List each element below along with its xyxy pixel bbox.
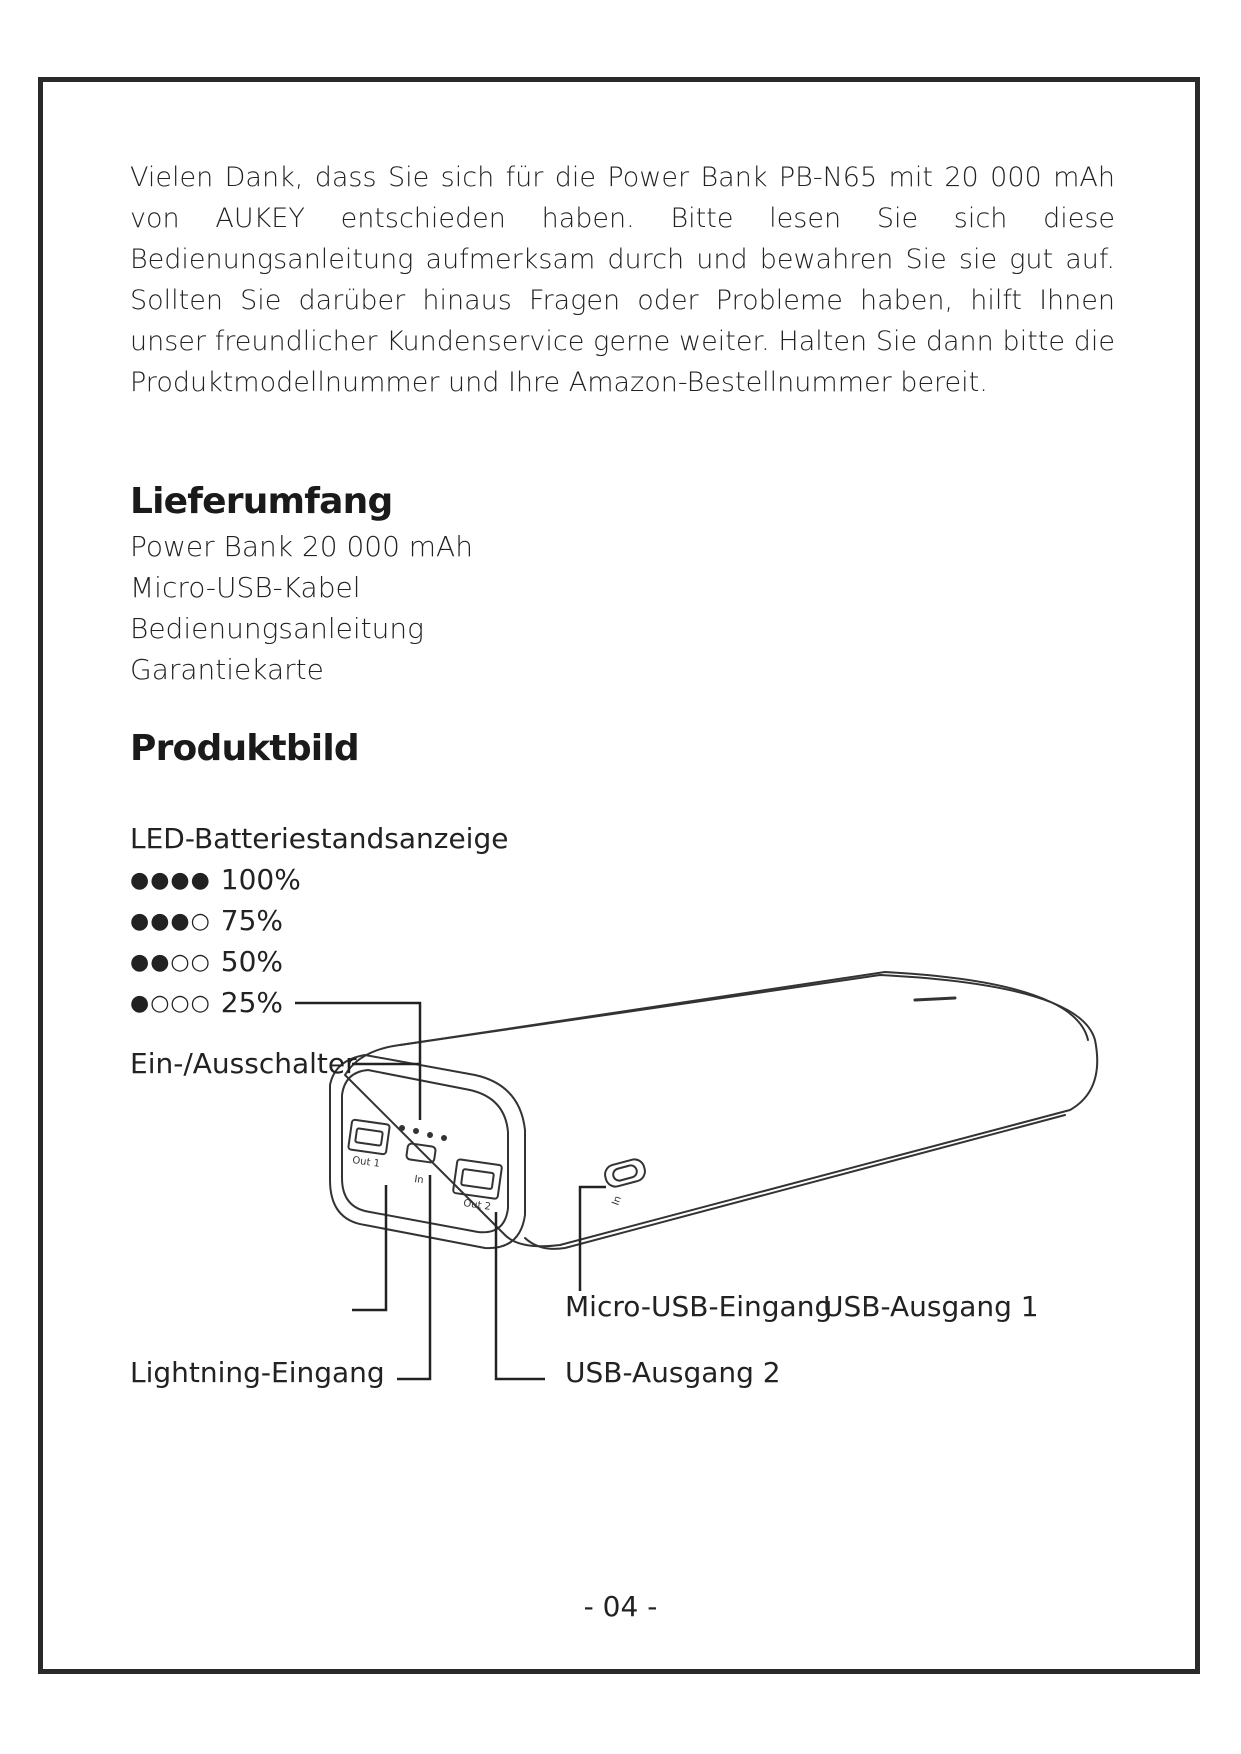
out1-port: [348, 1120, 390, 1155]
led-percent: 100%: [220, 863, 301, 896]
list-item: Power Bank 20 000 mAh: [130, 530, 473, 563]
page-number: - 04 -: [583, 1590, 658, 1623]
led-level-100: [130, 863, 301, 898]
leader-out1: [352, 1185, 386, 1310]
led-indicator-dots: [399, 1125, 447, 1141]
leader-out2: [496, 1212, 545, 1379]
out1-marking: Out 1: [351, 1155, 381, 1170]
led-percent: 75%: [220, 904, 284, 937]
in-port-front: [406, 1143, 436, 1163]
led-level-50: [130, 945, 283, 980]
label-lightning-input: Lightning-Eingang: [130, 1356, 385, 1389]
list-item: Garantiekarte: [130, 653, 324, 686]
out2-port: [453, 1159, 502, 1199]
led-percent: 50%: [220, 945, 284, 978]
in-side-marking: In: [610, 1194, 624, 1208]
led-indicator-title: LED-Batteriestandsanzeige: [130, 822, 509, 855]
heading-lieferumfang: Lieferumfang: [130, 481, 393, 522]
led-percent: 25%: [220, 986, 284, 1019]
label-usb-output-1: USB-Ausgang 1: [823, 1290, 1039, 1323]
label-usb-output-2: USB-Ausgang 2: [565, 1356, 781, 1389]
heading-produktbild: Produktbild: [130, 728, 359, 769]
intro-paragraph: Vielen Dank, dass Sie sich für die Power Bank PB-N65 mit 20 000 mAh von AUKEY entschieden haben. Bitte lesen Sie sich diese Bedienungsanleitung aufmerksam durch und bewahren Sie sie gut auf. Sollten Sie darüber hinaus Fragen oder Probleme haben, hilft Ihnen unser freundlicher Kundenservice gerne weiter. Halten Sie dann bitte die Produktmodellnummer und Ihre Amazon-Bestellnummer bereit.: [130, 162, 1115, 398]
side-micro-usb-port: [603, 1157, 647, 1189]
list-item: Bedienungsanleitung: [130, 612, 424, 645]
top-edge-line: [400, 972, 1088, 1045]
label-power-switch: Ein-/Ausschalter: [130, 1047, 357, 1080]
in-front-marking: In: [413, 1174, 425, 1187]
list-item: Micro-USB-Kabel: [130, 571, 361, 604]
led-dots-icon: ●●●●: [130, 868, 211, 893]
led-dots-icon: ●○○○: [130, 991, 211, 1016]
out2-marking: Out 2: [462, 1198, 492, 1213]
led-level-75: [130, 904, 283, 939]
led-dots-icon: ●●●○: [130, 909, 211, 934]
leader-lightning: [397, 1175, 430, 1379]
led-level-25: [130, 986, 283, 1021]
led-dots-icon: ●●○○: [130, 950, 211, 975]
label-micro-usb-input: Micro-USB-Eingang: [565, 1290, 833, 1323]
